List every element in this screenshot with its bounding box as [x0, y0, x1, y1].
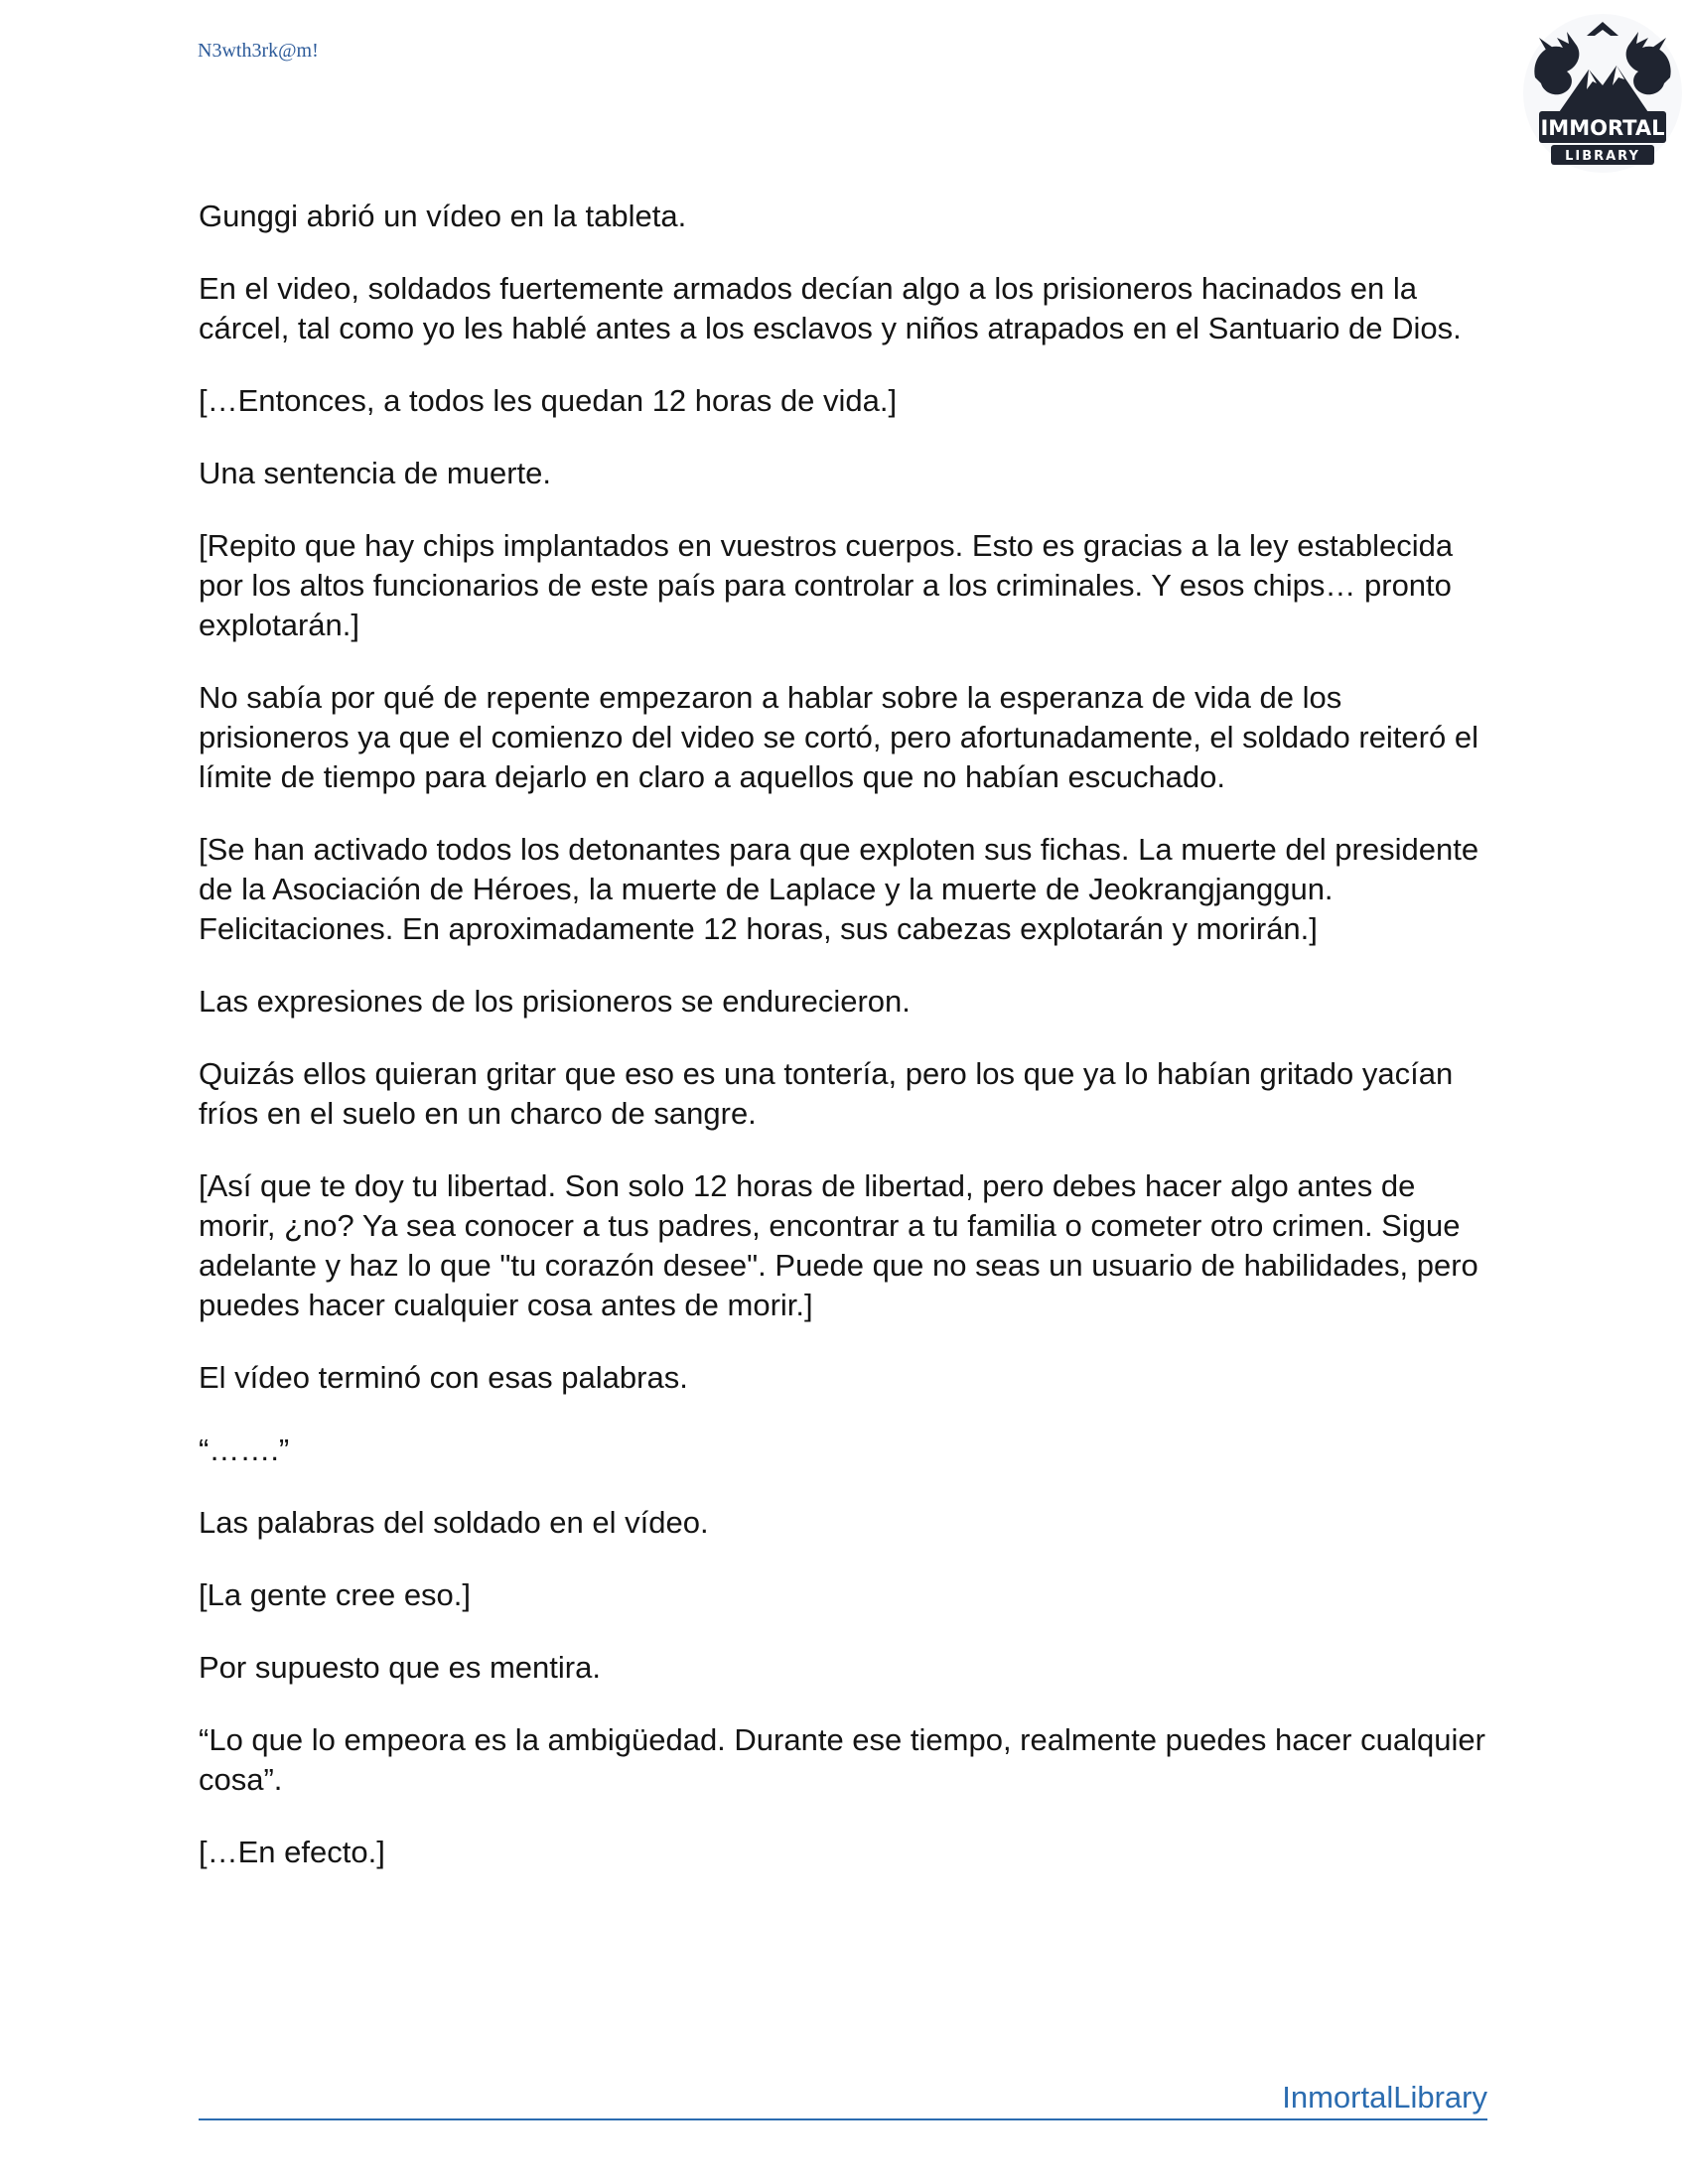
logo-text-main: IMMORTAL: [1540, 116, 1665, 140]
footer: [199, 2081, 1487, 2120]
footer-link[interactable]: InmortalLibrary: [1282, 2080, 1487, 2115]
paragraph: Gunggi abrió un vídeo en la tableta.: [199, 199, 687, 233]
paragraph: [Así que te doy tu libertad. Son solo 12 horas de libertad, pero debes hacer algo antes de morir, ¿no? Ya sea conocer a tus padres, encontrar a tu familia o cometer otro crimen. Sigue adelante y haz lo que "tu corazón desee". Puede que no seas un usuario de habilidades, pero puedes hacer cualquier cosa antes de morir.]: [199, 1168, 1478, 1322]
paragraph: “Lo que lo empeora es la ambigüedad. Durante ese tiempo, realmente puedes hacer cualquier cosa”.: [199, 1722, 1485, 1797]
paragraph: Una sentencia de muerte.: [199, 456, 551, 490]
paragraph: […Entonces, a todos les quedan 12 horas de vida.]: [199, 383, 898, 418]
logo-text-sub: LIBRARY: [1565, 149, 1640, 164]
paragraph: Las palabras del soldado en el vídeo.: [199, 1505, 709, 1540]
paragraph: Por supuesto que es mentira.: [199, 1650, 601, 1685]
paragraph: [La gente cree eso.]: [199, 1577, 472, 1612]
header-tag: N3wth3rk@m!: [198, 40, 319, 62]
immortal-library-logo: [1517, 8, 1688, 187]
paragraph: El vídeo terminó con esas palabras.: [199, 1360, 688, 1395]
paragraph: [Se han activado todos los detonantes para que exploten sus fichas. La muerte del presidente de la Asociación de Héroes, la muerte de Laplace y la muerte de Jeokrangjanggun. Felicitaciones. En aproximadamente 12 horas, sus cabezas explotarán y morirán.]: [199, 832, 1479, 946]
paragraph: Quizás ellos quieran gritar que eso es una tontería, pero los que ya lo habían gritado yacían fríos en el suelo en un charco de sangre.: [199, 1056, 1454, 1131]
document-body: [199, 197, 1489, 1905]
paragraph: […En efecto.]: [199, 1835, 385, 1869]
paragraph: [Repito que hay chips implantados en vuestros cuerpos. Esto es gracias a la ley establecida por los altos funcionarios de este país para controlar a los criminales. Y esos chips… pronto explotarán.]: [199, 528, 1454, 642]
paragraph: Las expresiones de los prisioneros se endurecieron.: [199, 984, 911, 1019]
paragraph: No sabía por qué de repente empezaron a hablar sobre la esperanza de vida de los prisioneros ya que el comienzo del video se cortó, pero afortunadamente, el soldado reiteró el límite de tiempo para dejarlo en claro a aquellos que no habían escuchado.: [199, 680, 1478, 794]
paragraph: En el video, soldados fuertemente armados decían algo a los prisioneros hacinados en la cárcel, tal como yo les hablé antes a los esclavos y niños atrapados en el Santuario de Dios.: [199, 271, 1462, 345]
paragraph: “…….”: [199, 1433, 290, 1467]
